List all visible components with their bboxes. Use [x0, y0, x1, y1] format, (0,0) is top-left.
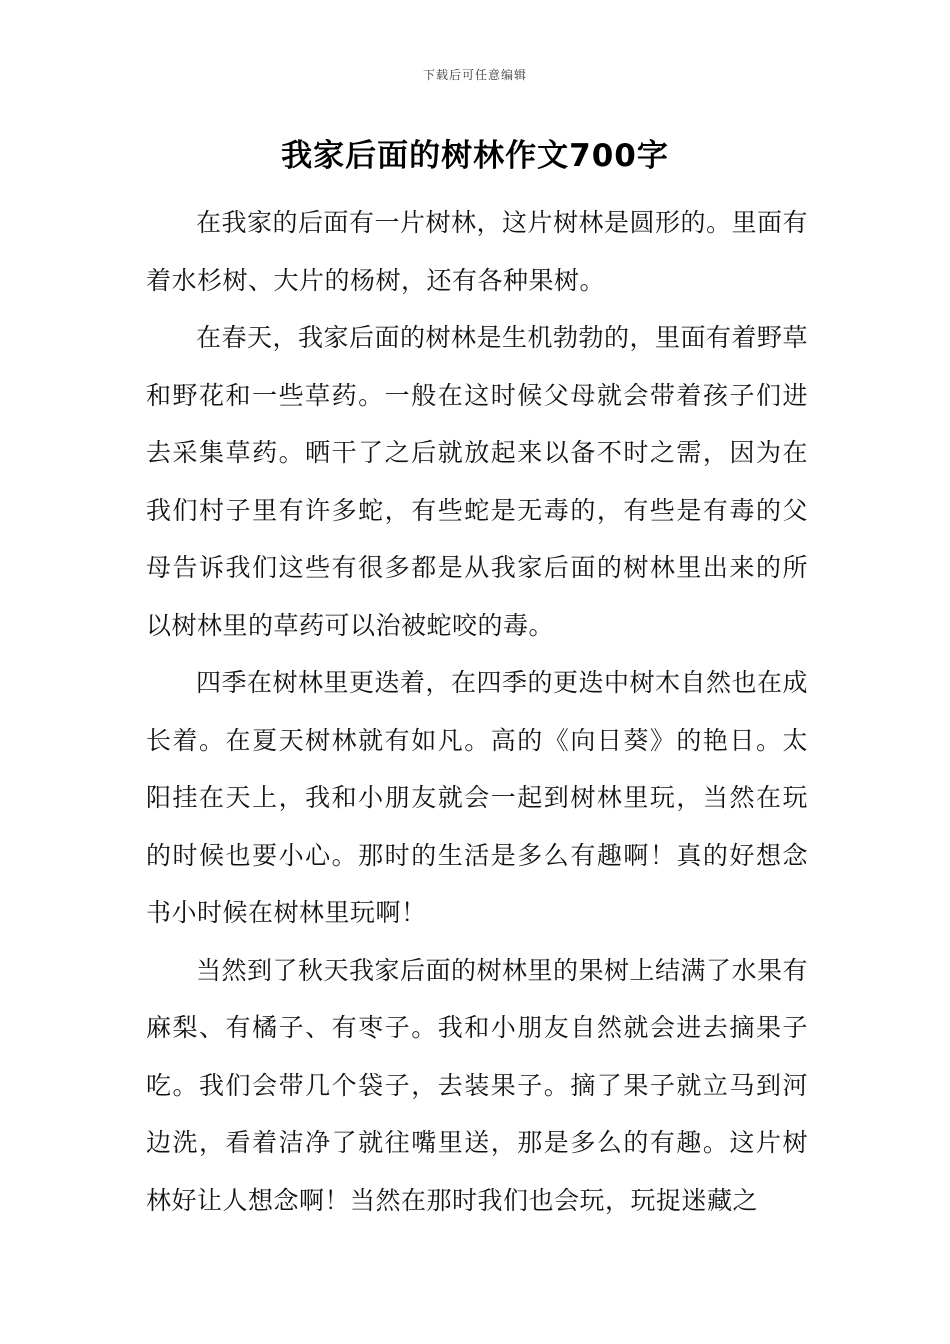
paragraph-3: 四季在树林里更迭着，在四季的更迭中树木自然也在成长着。在夏天树林就有如凡。高的《向日葵》的艳日。太阳挂在天上，我和小朋友就会一起到树林里玩，当然在玩的时候也要小心。那时的生活是多么有趣啊！真的好想念书小时候在树林里玩啊！: [146, 668, 808, 927]
header-note: 下载后可任意编辑: [422, 68, 527, 82]
document-title: 我家后面的树林作文700字: [281, 138, 669, 174]
paragraph-4: 当然到了秋天我家后面的树林里的果树上结满了水果有麻梨、有橘子、有枣子。我和小朋友自然就会进去摘果子吃。我们会带几个袋子，去装果子。摘了果子就立马到河边洗，看着洁净了就往嘴里送，那是多么的有趣。这片树林好让人想念啊！当然在那时我们也会玩，玩捉迷藏之: [146, 955, 808, 1215]
document-body: [146, 194, 808, 1264]
paragraph-1: 在我家的后面有一片树林，这片树林是圆形的。里面有着水杉树、大片的杨树，还有各种果树。: [146, 208, 808, 295]
paragraph-2: 在春天，我家后面的树林是生机勃勃的，里面有着野草和野花和一些草药。一般在这时候父母就会带着孩子们进去采集草药。晒干了之后就放起来以备不时之需，因为在我们村子里有许多蛇，有些蛇是无毒的，有些是有毒的父母告诉我们这些有很多都是从我家后面的树林里出来的所以树林里的草药可以治被蛇咬的毒。: [146, 323, 808, 640]
